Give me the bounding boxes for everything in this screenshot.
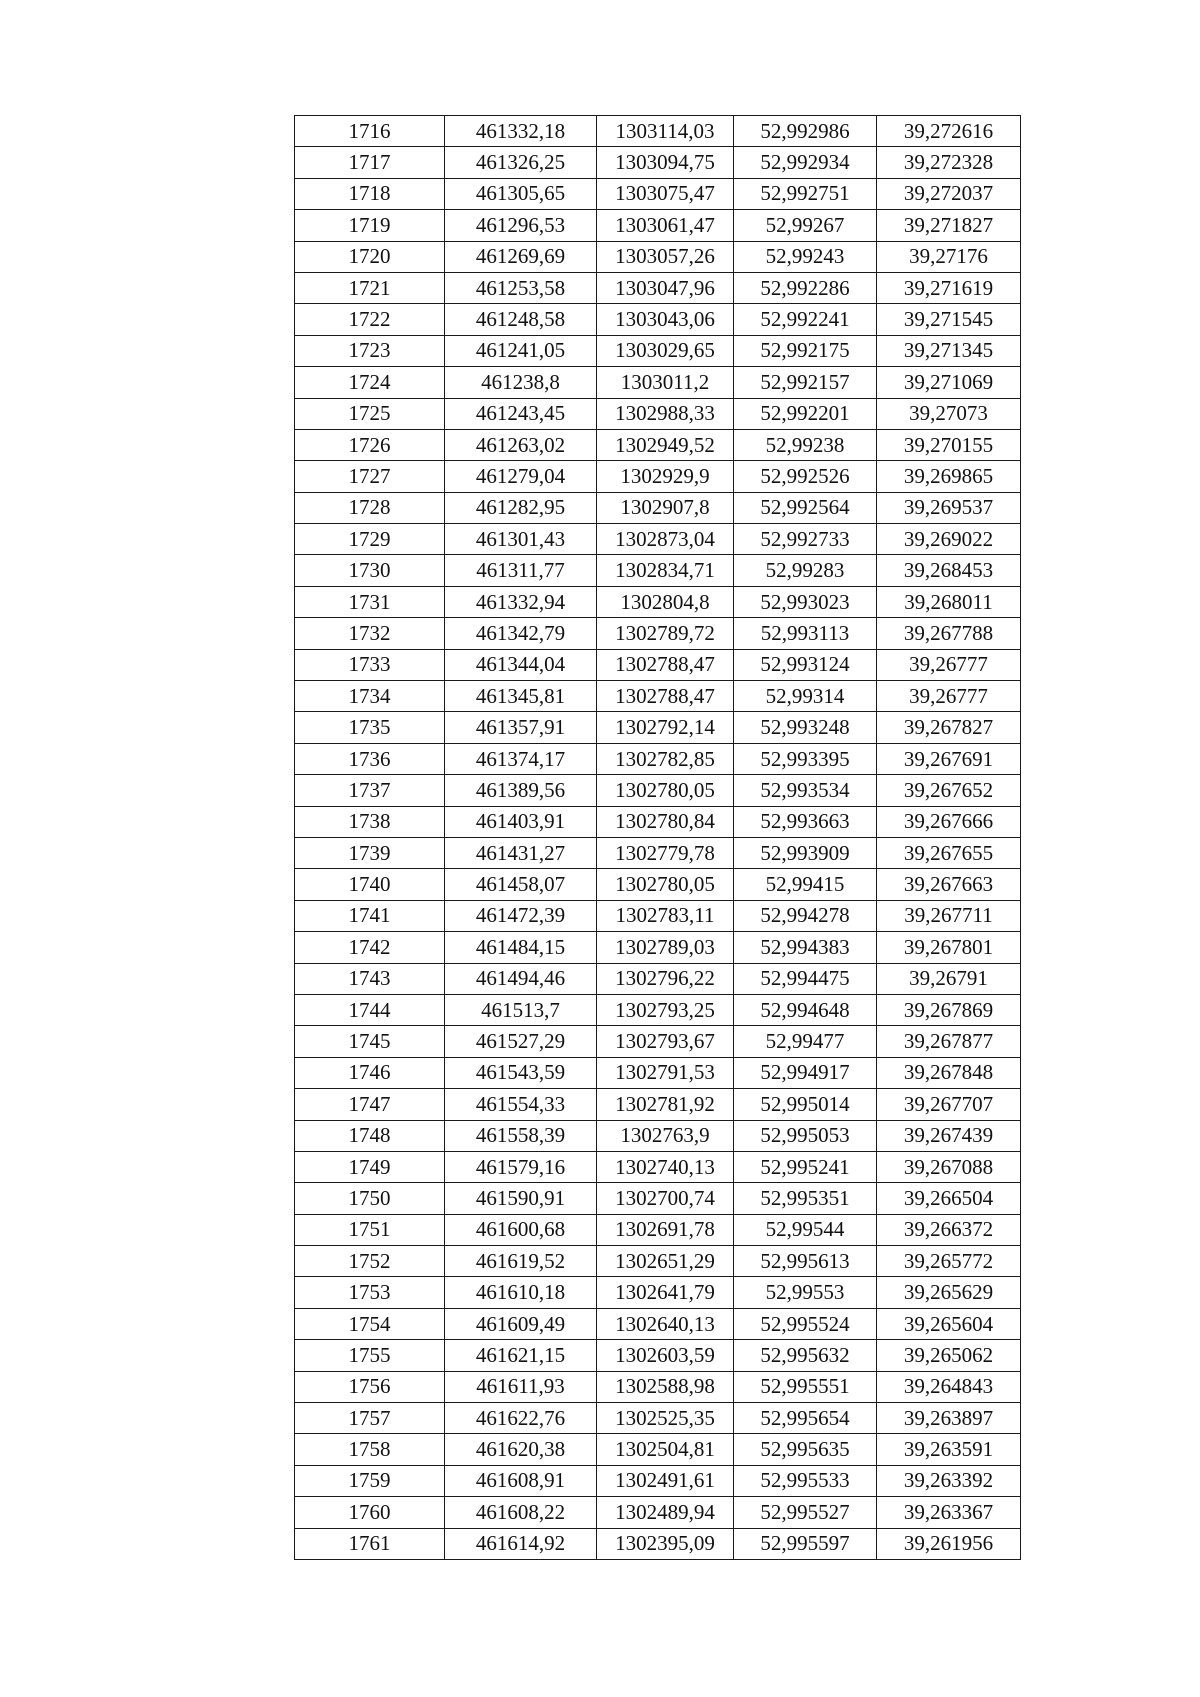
point-number-cell: 1723 <box>295 335 445 366</box>
longitude-cell: 39,263897 <box>877 1403 1021 1434</box>
y-coordinate-cell: 1303047,96 <box>597 272 734 303</box>
y-coordinate-cell: 1302789,03 <box>597 932 734 963</box>
x-coordinate-cell: 461311,77 <box>445 555 597 586</box>
y-coordinate-cell: 1303061,47 <box>597 210 734 241</box>
x-coordinate-cell: 461342,79 <box>445 618 597 649</box>
y-coordinate-cell: 1302780,84 <box>597 806 734 837</box>
table-row <box>295 712 1021 743</box>
longitude-cell: 39,272037 <box>877 178 1021 209</box>
y-coordinate-cell: 1302834,71 <box>597 555 734 586</box>
latitude-cell: 52,99267 <box>734 210 877 241</box>
x-coordinate-cell: 461332,94 <box>445 586 597 617</box>
point-number-cell: 1732 <box>295 618 445 649</box>
point-number-cell: 1734 <box>295 681 445 712</box>
longitude-cell: 39,26777 <box>877 681 1021 712</box>
longitude-cell: 39,265629 <box>877 1277 1021 1308</box>
x-coordinate-cell: 461326,25 <box>445 147 597 178</box>
longitude-cell: 39,266504 <box>877 1183 1021 1214</box>
longitude-cell: 39,267691 <box>877 743 1021 774</box>
latitude-cell: 52,993023 <box>734 586 877 617</box>
longitude-cell: 39,267848 <box>877 1057 1021 1088</box>
y-coordinate-cell: 1302907,8 <box>597 492 734 523</box>
y-coordinate-cell: 1303094,75 <box>597 147 734 178</box>
x-coordinate-cell: 461558,39 <box>445 1120 597 1151</box>
x-coordinate-cell: 461332,18 <box>445 116 597 147</box>
table-row <box>295 869 1021 900</box>
y-coordinate-cell: 1302700,74 <box>597 1183 734 1214</box>
y-coordinate-cell: 1302789,72 <box>597 618 734 649</box>
point-number-cell: 1739 <box>295 837 445 868</box>
y-coordinate-cell: 1302779,78 <box>597 837 734 868</box>
point-number-cell: 1744 <box>295 994 445 1025</box>
latitude-cell: 52,99238 <box>734 429 877 460</box>
x-coordinate-cell: 461345,81 <box>445 681 597 712</box>
longitude-cell: 39,267663 <box>877 869 1021 900</box>
latitude-cell: 52,992526 <box>734 461 877 492</box>
table-row <box>295 1026 1021 1057</box>
point-number-cell: 1743 <box>295 963 445 994</box>
point-number-cell: 1728 <box>295 492 445 523</box>
table-row <box>295 241 1021 272</box>
y-coordinate-cell: 1302395,09 <box>597 1528 734 1559</box>
x-coordinate-cell: 461472,39 <box>445 900 597 931</box>
point-number-cell: 1754 <box>295 1308 445 1339</box>
x-coordinate-cell: 461579,16 <box>445 1151 597 1182</box>
y-coordinate-cell: 1302988,33 <box>597 398 734 429</box>
y-coordinate-cell: 1303043,06 <box>597 304 734 335</box>
table-row <box>295 1057 1021 1088</box>
coordinates-table-body <box>295 116 1021 1560</box>
y-coordinate-cell: 1302873,04 <box>597 524 734 555</box>
table-row <box>295 429 1021 460</box>
point-number-cell: 1731 <box>295 586 445 617</box>
x-coordinate-cell: 461357,91 <box>445 712 597 743</box>
table-row <box>295 932 1021 963</box>
y-coordinate-cell: 1302781,92 <box>597 1089 734 1120</box>
y-coordinate-cell: 1302603,59 <box>597 1340 734 1371</box>
y-coordinate-cell: 1302691,78 <box>597 1214 734 1245</box>
table-row <box>295 649 1021 680</box>
y-coordinate-cell: 1302740,13 <box>597 1151 734 1182</box>
table-row <box>295 1434 1021 1465</box>
latitude-cell: 52,993534 <box>734 775 877 806</box>
y-coordinate-cell: 1302804,8 <box>597 586 734 617</box>
x-coordinate-cell: 461269,69 <box>445 241 597 272</box>
y-coordinate-cell: 1302588,98 <box>597 1371 734 1402</box>
latitude-cell: 52,995635 <box>734 1434 877 1465</box>
longitude-cell: 39,267877 <box>877 1026 1021 1057</box>
point-number-cell: 1735 <box>295 712 445 743</box>
point-number-cell: 1749 <box>295 1151 445 1182</box>
x-coordinate-cell: 461611,93 <box>445 1371 597 1402</box>
x-coordinate-cell: 461344,04 <box>445 649 597 680</box>
table-row <box>295 1183 1021 1214</box>
y-coordinate-cell: 1302491,61 <box>597 1465 734 1496</box>
x-coordinate-cell: 461241,05 <box>445 335 597 366</box>
point-number-cell: 1737 <box>295 775 445 806</box>
x-coordinate-cell: 461374,17 <box>445 743 597 774</box>
longitude-cell: 39,272616 <box>877 116 1021 147</box>
x-coordinate-cell: 461301,43 <box>445 524 597 555</box>
latitude-cell: 52,994917 <box>734 1057 877 1088</box>
latitude-cell: 52,992564 <box>734 492 877 523</box>
y-coordinate-cell: 1302780,05 <box>597 775 734 806</box>
table-row <box>295 1089 1021 1120</box>
y-coordinate-cell: 1302949,52 <box>597 429 734 460</box>
table-row <box>295 1340 1021 1371</box>
table-row <box>295 210 1021 241</box>
longitude-cell: 39,266372 <box>877 1214 1021 1245</box>
y-coordinate-cell: 1302929,9 <box>597 461 734 492</box>
latitude-cell: 52,995241 <box>734 1151 877 1182</box>
table-row <box>295 837 1021 868</box>
longitude-cell: 39,267801 <box>877 932 1021 963</box>
table-row <box>295 1308 1021 1339</box>
table-row <box>295 1151 1021 1182</box>
longitude-cell: 39,268453 <box>877 555 1021 586</box>
y-coordinate-cell: 1302792,14 <box>597 712 734 743</box>
x-coordinate-cell: 461608,91 <box>445 1465 597 1496</box>
point-number-cell: 1756 <box>295 1371 445 1402</box>
longitude-cell: 39,270155 <box>877 429 1021 460</box>
latitude-cell: 52,995527 <box>734 1497 877 1528</box>
table-row <box>295 1465 1021 1496</box>
y-coordinate-cell: 1303075,47 <box>597 178 734 209</box>
y-coordinate-cell: 1303114,03 <box>597 116 734 147</box>
longitude-cell: 39,267666 <box>877 806 1021 837</box>
longitude-cell: 39,271827 <box>877 210 1021 241</box>
latitude-cell: 52,99283 <box>734 555 877 586</box>
y-coordinate-cell: 1303011,2 <box>597 367 734 398</box>
latitude-cell: 52,992986 <box>734 116 877 147</box>
table-row <box>295 335 1021 366</box>
table-row <box>295 1277 1021 1308</box>
table-row <box>295 367 1021 398</box>
table-row <box>295 555 1021 586</box>
point-number-cell: 1719 <box>295 210 445 241</box>
table-row <box>295 1528 1021 1559</box>
y-coordinate-cell: 1302489,94 <box>597 1497 734 1528</box>
point-number-cell: 1760 <box>295 1497 445 1528</box>
longitude-cell: 39,267711 <box>877 900 1021 931</box>
point-number-cell: 1747 <box>295 1089 445 1120</box>
table-row <box>295 900 1021 931</box>
longitude-cell: 39,265062 <box>877 1340 1021 1371</box>
y-coordinate-cell: 1302788,47 <box>597 681 734 712</box>
point-number-cell: 1733 <box>295 649 445 680</box>
y-coordinate-cell: 1302525,35 <box>597 1403 734 1434</box>
table-row <box>295 743 1021 774</box>
table-row <box>295 304 1021 335</box>
latitude-cell: 52,992175 <box>734 335 877 366</box>
table-row <box>295 1497 1021 1528</box>
x-coordinate-cell: 461305,65 <box>445 178 597 209</box>
latitude-cell: 52,992733 <box>734 524 877 555</box>
point-number-cell: 1752 <box>295 1246 445 1277</box>
longitude-cell: 39,27073 <box>877 398 1021 429</box>
longitude-cell: 39,269022 <box>877 524 1021 555</box>
latitude-cell: 52,995533 <box>734 1465 877 1496</box>
latitude-cell: 52,992286 <box>734 272 877 303</box>
point-number-cell: 1717 <box>295 147 445 178</box>
table-row <box>295 681 1021 712</box>
x-coordinate-cell: 461554,33 <box>445 1089 597 1120</box>
point-number-cell: 1718 <box>295 178 445 209</box>
latitude-cell: 52,993909 <box>734 837 877 868</box>
latitude-cell: 52,993663 <box>734 806 877 837</box>
point-number-cell: 1757 <box>295 1403 445 1434</box>
y-coordinate-cell: 1302763,9 <box>597 1120 734 1151</box>
table-row <box>295 461 1021 492</box>
table-row <box>295 272 1021 303</box>
latitude-cell: 52,992934 <box>734 147 877 178</box>
longitude-cell: 39,267827 <box>877 712 1021 743</box>
point-number-cell: 1755 <box>295 1340 445 1371</box>
y-coordinate-cell: 1302780,05 <box>597 869 734 900</box>
longitude-cell: 39,263392 <box>877 1465 1021 1496</box>
x-coordinate-cell: 461238,8 <box>445 367 597 398</box>
longitude-cell: 39,269865 <box>877 461 1021 492</box>
longitude-cell: 39,271345 <box>877 335 1021 366</box>
point-number-cell: 1726 <box>295 429 445 460</box>
latitude-cell: 52,992157 <box>734 367 877 398</box>
y-coordinate-cell: 1302796,22 <box>597 963 734 994</box>
y-coordinate-cell: 1302793,25 <box>597 994 734 1025</box>
latitude-cell: 52,995597 <box>734 1528 877 1559</box>
latitude-cell: 52,99553 <box>734 1277 877 1308</box>
latitude-cell: 52,992751 <box>734 178 877 209</box>
point-number-cell: 1746 <box>295 1057 445 1088</box>
point-number-cell: 1751 <box>295 1214 445 1245</box>
longitude-cell: 39,269537 <box>877 492 1021 523</box>
x-coordinate-cell: 461403,91 <box>445 806 597 837</box>
latitude-cell: 52,99415 <box>734 869 877 900</box>
table-row <box>295 994 1021 1025</box>
point-number-cell: 1721 <box>295 272 445 303</box>
x-coordinate-cell: 461243,45 <box>445 398 597 429</box>
x-coordinate-cell: 461248,58 <box>445 304 597 335</box>
x-coordinate-cell: 461619,52 <box>445 1246 597 1277</box>
y-coordinate-cell: 1302641,79 <box>597 1277 734 1308</box>
x-coordinate-cell: 461253,58 <box>445 272 597 303</box>
latitude-cell: 52,995524 <box>734 1308 877 1339</box>
longitude-cell: 39,265604 <box>877 1308 1021 1339</box>
x-coordinate-cell: 461513,7 <box>445 994 597 1025</box>
point-number-cell: 1716 <box>295 116 445 147</box>
latitude-cell: 52,992201 <box>734 398 877 429</box>
latitude-cell: 52,993113 <box>734 618 877 649</box>
x-coordinate-cell: 461543,59 <box>445 1057 597 1088</box>
x-coordinate-cell: 461389,56 <box>445 775 597 806</box>
latitude-cell: 52,994383 <box>734 932 877 963</box>
point-number-cell: 1759 <box>295 1465 445 1496</box>
x-coordinate-cell: 461494,46 <box>445 963 597 994</box>
x-coordinate-cell: 461620,38 <box>445 1434 597 1465</box>
longitude-cell: 39,263367 <box>877 1497 1021 1528</box>
point-number-cell: 1753 <box>295 1277 445 1308</box>
y-coordinate-cell: 1303057,26 <box>597 241 734 272</box>
point-number-cell: 1725 <box>295 398 445 429</box>
x-coordinate-cell: 461621,15 <box>445 1340 597 1371</box>
table-row <box>295 775 1021 806</box>
longitude-cell: 39,27176 <box>877 241 1021 272</box>
longitude-cell: 39,272328 <box>877 147 1021 178</box>
y-coordinate-cell: 1303029,65 <box>597 335 734 366</box>
x-coordinate-cell: 461279,04 <box>445 461 597 492</box>
latitude-cell: 52,99544 <box>734 1214 877 1245</box>
point-number-cell: 1720 <box>295 241 445 272</box>
x-coordinate-cell: 461609,49 <box>445 1308 597 1339</box>
table-row <box>295 1371 1021 1402</box>
longitude-cell: 39,263591 <box>877 1434 1021 1465</box>
x-coordinate-cell: 461590,91 <box>445 1183 597 1214</box>
longitude-cell: 39,271069 <box>877 367 1021 398</box>
table-row <box>295 147 1021 178</box>
point-number-cell: 1745 <box>295 1026 445 1057</box>
x-coordinate-cell: 461282,95 <box>445 492 597 523</box>
point-number-cell: 1722 <box>295 304 445 335</box>
point-number-cell: 1730 <box>295 555 445 586</box>
longitude-cell: 39,26777 <box>877 649 1021 680</box>
longitude-cell: 39,261956 <box>877 1528 1021 1559</box>
latitude-cell: 52,995053 <box>734 1120 877 1151</box>
x-coordinate-cell: 461296,53 <box>445 210 597 241</box>
y-coordinate-cell: 1302791,53 <box>597 1057 734 1088</box>
longitude-cell: 39,26791 <box>877 963 1021 994</box>
latitude-cell: 52,992241 <box>734 304 877 335</box>
latitude-cell: 52,995014 <box>734 1089 877 1120</box>
y-coordinate-cell: 1302504,81 <box>597 1434 734 1465</box>
latitude-cell: 52,995632 <box>734 1340 877 1371</box>
point-number-cell: 1736 <box>295 743 445 774</box>
point-number-cell: 1729 <box>295 524 445 555</box>
point-number-cell: 1748 <box>295 1120 445 1151</box>
point-number-cell: 1724 <box>295 367 445 398</box>
latitude-cell: 52,993124 <box>734 649 877 680</box>
y-coordinate-cell: 1302640,13 <box>597 1308 734 1339</box>
table-row <box>295 492 1021 523</box>
longitude-cell: 39,268011 <box>877 586 1021 617</box>
point-number-cell: 1758 <box>295 1434 445 1465</box>
latitude-cell: 52,99243 <box>734 241 877 272</box>
x-coordinate-cell: 461610,18 <box>445 1277 597 1308</box>
point-number-cell: 1750 <box>295 1183 445 1214</box>
longitude-cell: 39,267439 <box>877 1120 1021 1151</box>
point-number-cell: 1741 <box>295 900 445 931</box>
x-coordinate-cell: 461608,22 <box>445 1497 597 1528</box>
x-coordinate-cell: 461622,76 <box>445 1403 597 1434</box>
latitude-cell: 52,995551 <box>734 1371 877 1402</box>
table-row <box>295 1214 1021 1245</box>
x-coordinate-cell: 461600,68 <box>445 1214 597 1245</box>
latitude-cell: 52,995654 <box>734 1403 877 1434</box>
table-row <box>295 398 1021 429</box>
latitude-cell: 52,993248 <box>734 712 877 743</box>
table-row <box>295 178 1021 209</box>
table-row <box>295 116 1021 147</box>
longitude-cell: 39,267652 <box>877 775 1021 806</box>
table-row <box>295 1120 1021 1151</box>
point-number-cell: 1761 <box>295 1528 445 1559</box>
latitude-cell: 52,995351 <box>734 1183 877 1214</box>
y-coordinate-cell: 1302793,67 <box>597 1026 734 1057</box>
longitude-cell: 39,267088 <box>877 1151 1021 1182</box>
latitude-cell: 52,99477 <box>734 1026 877 1057</box>
table-row <box>295 618 1021 649</box>
latitude-cell: 52,993395 <box>734 743 877 774</box>
longitude-cell: 39,271545 <box>877 304 1021 335</box>
latitude-cell: 52,994278 <box>734 900 877 931</box>
longitude-cell: 39,267869 <box>877 994 1021 1025</box>
longitude-cell: 39,271619 <box>877 272 1021 303</box>
table-row <box>295 1403 1021 1434</box>
latitude-cell: 52,995613 <box>734 1246 877 1277</box>
x-coordinate-cell: 461614,92 <box>445 1528 597 1559</box>
y-coordinate-cell: 1302788,47 <box>597 649 734 680</box>
x-coordinate-cell: 461263,02 <box>445 429 597 460</box>
point-number-cell: 1727 <box>295 461 445 492</box>
table-row <box>295 586 1021 617</box>
y-coordinate-cell: 1302783,11 <box>597 900 734 931</box>
coordinates-table <box>294 115 1021 1560</box>
table-row <box>295 524 1021 555</box>
longitude-cell: 39,267707 <box>877 1089 1021 1120</box>
latitude-cell: 52,99314 <box>734 681 877 712</box>
longitude-cell: 39,267655 <box>877 837 1021 868</box>
x-coordinate-cell: 461484,15 <box>445 932 597 963</box>
longitude-cell: 39,264843 <box>877 1371 1021 1402</box>
point-number-cell: 1740 <box>295 869 445 900</box>
y-coordinate-cell: 1302651,29 <box>597 1246 734 1277</box>
table-row <box>295 1246 1021 1277</box>
x-coordinate-cell: 461458,07 <box>445 869 597 900</box>
x-coordinate-cell: 461431,27 <box>445 837 597 868</box>
point-number-cell: 1738 <box>295 806 445 837</box>
y-coordinate-cell: 1302782,85 <box>597 743 734 774</box>
longitude-cell: 39,267788 <box>877 618 1021 649</box>
x-coordinate-cell: 461527,29 <box>445 1026 597 1057</box>
longitude-cell: 39,265772 <box>877 1246 1021 1277</box>
table-row <box>295 963 1021 994</box>
table-row <box>295 806 1021 837</box>
latitude-cell: 52,994475 <box>734 963 877 994</box>
latitude-cell: 52,994648 <box>734 994 877 1025</box>
point-number-cell: 1742 <box>295 932 445 963</box>
